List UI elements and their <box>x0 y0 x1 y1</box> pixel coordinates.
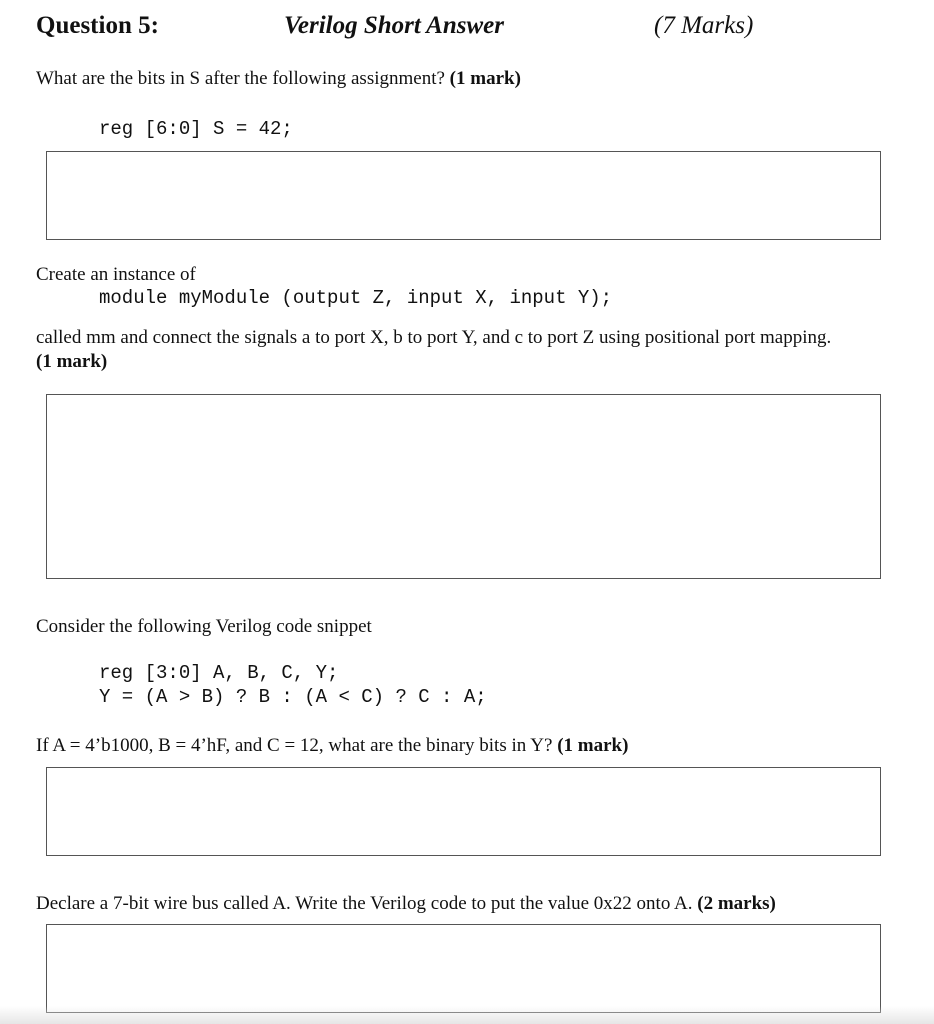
q2-marks: (1 mark) <box>36 351 108 372</box>
q3-marks: (1 mark) <box>557 735 629 756</box>
q4-prompt-text: Declare a 7-bit wire bus called A. Write the Verilog code to put the value 0x22 onto A. <box>36 893 693 914</box>
q3-answer-box[interactable] <box>46 767 881 856</box>
q3-intro: Consider the following Verilog code snippet <box>36 616 372 637</box>
question-topic: Verilog Short Answer <box>284 12 504 39</box>
q3-prompt-text: If A = 4’b1000, B = 4’hF, and C = 12, what are the binary bits in Y? <box>36 735 553 756</box>
q3-code-line1: reg [3:0] A, B, C, Y; <box>99 662 339 684</box>
q1-marks: (1 mark) <box>449 68 521 89</box>
q4-prompt <box>36 893 776 915</box>
q1-code: reg [6:0] S = 42; <box>99 118 293 140</box>
q2-prompt-text: called mm and connect the signals a to port X, b to port Y, and c to port Z using positional port mapping. <box>36 327 832 348</box>
question-marks: (7 Marks) <box>654 12 754 39</box>
q2-prompt <box>36 326 846 374</box>
q3-prompt <box>36 735 628 757</box>
question-number: Question 5: <box>36 12 159 39</box>
q4-answer-box[interactable] <box>46 924 881 1013</box>
q1-answer-box[interactable] <box>46 151 881 240</box>
q4-marks: (2 marks) <box>697 893 776 914</box>
page-bottom-shadow <box>0 1006 934 1024</box>
q2-answer-box[interactable] <box>46 394 881 579</box>
q2-intro: Create an instance of <box>36 264 196 285</box>
q2-code: module myModule (output Z, input X, input Y); <box>99 287 613 309</box>
q1-prompt <box>36 68 521 90</box>
q1-prompt-text: What are the bits in S after the following assignment? <box>36 68 445 89</box>
q3-code-line2: Y = (A > B) ? B : (A < C) ? C : A; <box>99 686 487 708</box>
